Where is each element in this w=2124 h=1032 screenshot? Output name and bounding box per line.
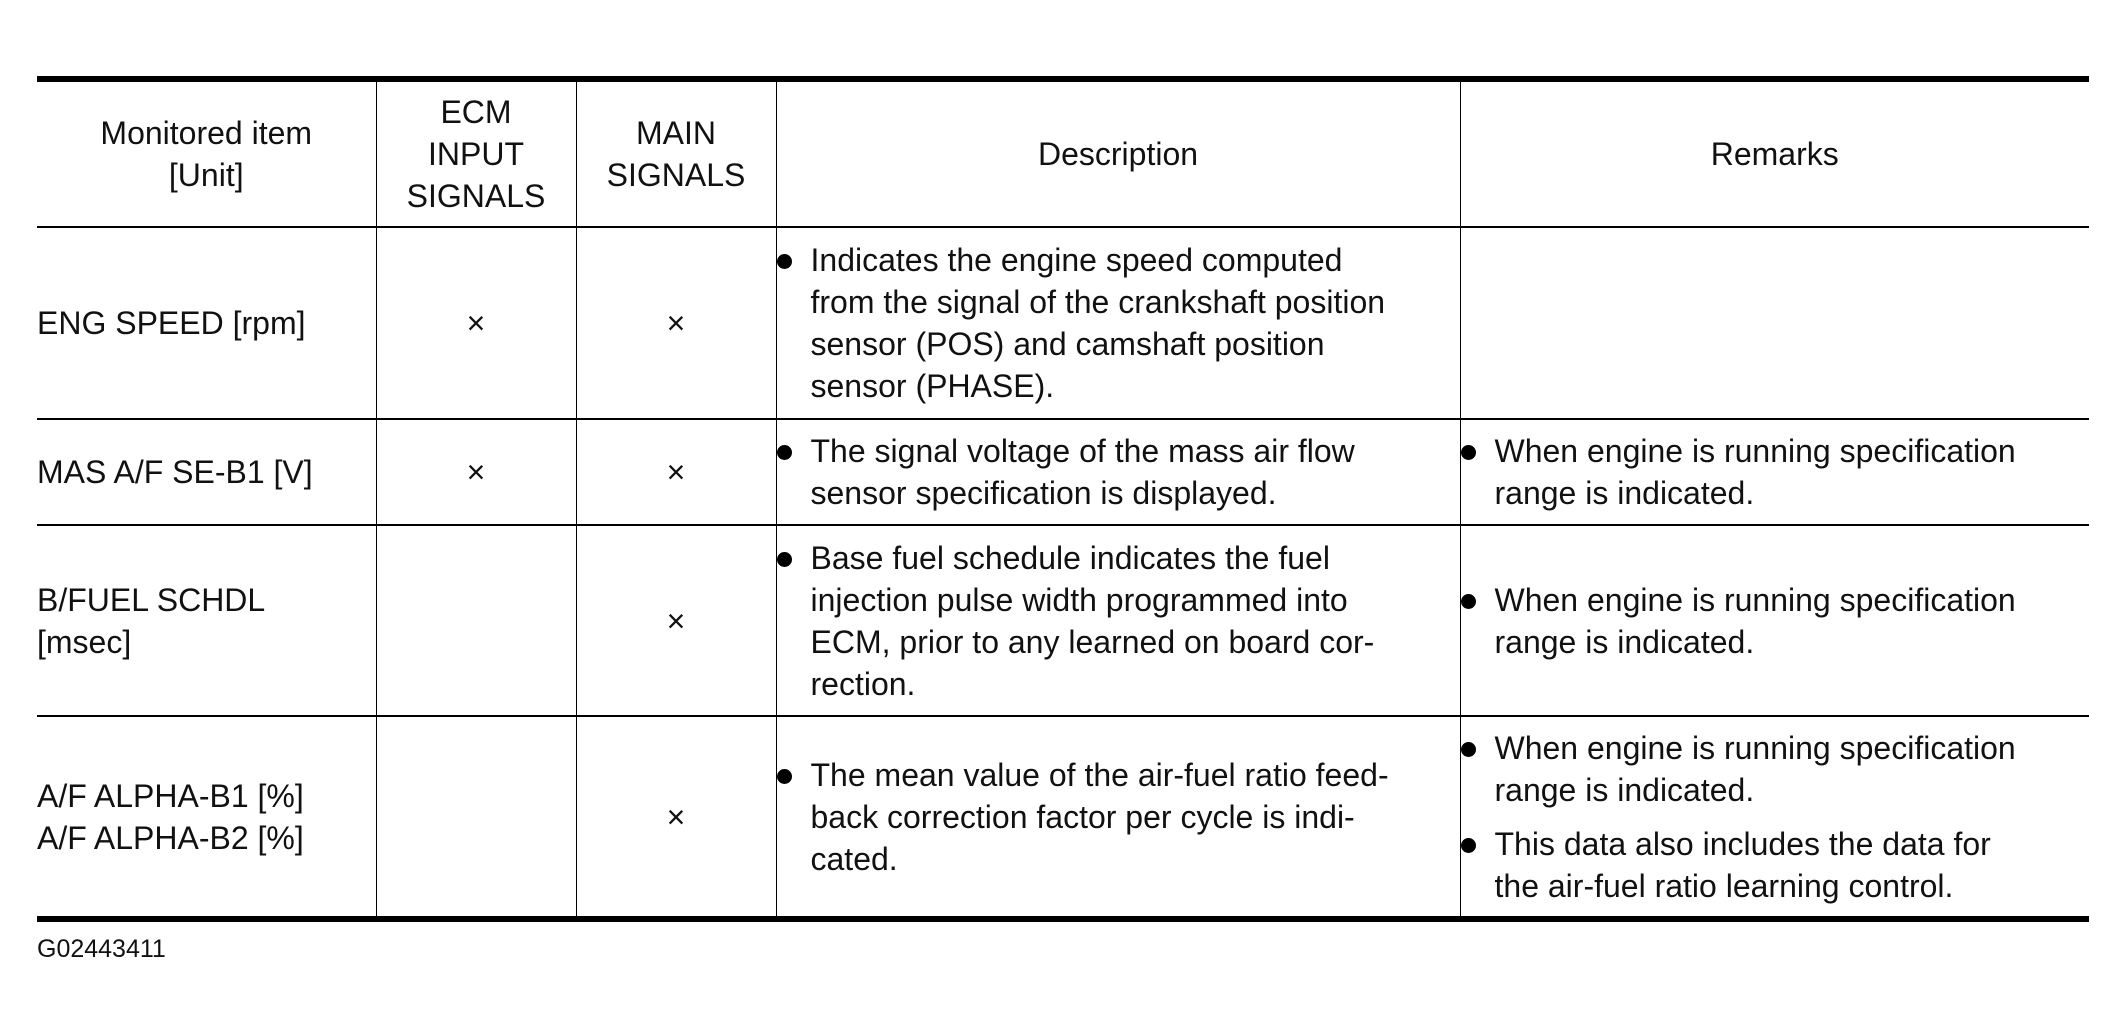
text-line: The mean value of the air-fuel ratio feed- (810, 756, 1389, 793)
description-cell (776, 227, 1460, 419)
bullet-text (1495, 430, 2090, 514)
text-line: the air-fuel ratio learning control. (1494, 867, 1954, 904)
bullet-icon (1461, 742, 1476, 757)
monitored-item-cell (37, 419, 376, 525)
header-remarks: Remarks (1460, 79, 2089, 227)
bullet-text (1495, 823, 2090, 907)
text-line: ECM, prior to any learned on board cor- (810, 623, 1375, 660)
monitored-item-name: A/F ALPHA-B2 [%] (37, 819, 304, 856)
ecm-input-signal-mark (376, 716, 576, 919)
bullet-text (1495, 579, 2090, 663)
bullet-text (811, 430, 1460, 514)
monitored-item-cell (37, 227, 376, 419)
document (37, 76, 2089, 922)
table-row (37, 227, 2089, 419)
bullet-icon (777, 769, 792, 784)
bullet-list (1461, 579, 2090, 663)
remarks-cell (1460, 419, 2089, 525)
bullet-item (777, 430, 1460, 514)
monitored-item-name: B/FUEL SCHDL (37, 581, 266, 618)
ecm-input-signal-mark: × (376, 227, 576, 419)
text-line: When engine is running specification (1494, 729, 2016, 766)
ecm-input-signal-mark (376, 525, 576, 716)
header-ecm-input-signals (376, 79, 576, 227)
table-header-row (37, 79, 2089, 227)
monitored-items-table (37, 76, 2089, 922)
table-row (37, 419, 2089, 525)
text-line: This data also includes the data for (1494, 825, 1991, 862)
bullet-list (1461, 727, 2090, 907)
text-line: Base fuel schedule indicates the fuel (810, 539, 1330, 576)
text-line: range is indicated. (1494, 623, 1755, 660)
figure-id: G02443411 (37, 935, 166, 963)
header-line: Monitored item (100, 115, 313, 151)
header-monitored-item (37, 79, 376, 227)
text-line: sensor (POS) and camshaft position (810, 326, 1325, 362)
table-row (37, 716, 2089, 919)
description-cell (776, 525, 1460, 716)
bullet-text (1495, 727, 2090, 811)
monitored-item-name: ENG SPEED [rpm] (37, 305, 306, 341)
text-line: The signal voltage of the mass air flow (810, 433, 1355, 469)
main-signal-mark: × (576, 419, 776, 525)
text-line: range is indicated. (1494, 771, 1755, 808)
remarks-cell (1460, 525, 2089, 716)
text-line: rection. (810, 665, 916, 702)
header-line: MAIN (636, 115, 716, 151)
monitored-item-name: A/F ALPHA-B1 [%] (37, 777, 304, 814)
text-line: sensor specification is displayed. (810, 475, 1277, 511)
table-row (37, 525, 2089, 716)
bullet-list (1461, 430, 2090, 514)
remarks-cell (1460, 716, 2089, 919)
text-line: When engine is running specification (1494, 433, 2016, 469)
text-line: Indicates the engine speed computed (810, 242, 1343, 278)
text-line: from the signal of the crankshaft position (810, 284, 1386, 320)
text-line: injection pulse width programmed into (810, 581, 1348, 618)
monitored-item-cell (37, 525, 376, 716)
monitored-item-cell (37, 716, 376, 919)
remarks-cell (1460, 227, 2089, 419)
bullet-icon (1461, 594, 1476, 609)
bullet-list (777, 754, 1460, 880)
bullet-text (811, 754, 1460, 880)
table-body (37, 227, 2089, 919)
bullet-item (1461, 430, 2090, 514)
header-line: INPUT (428, 136, 524, 172)
text-line: back correction factor per cycle is indi- (810, 798, 1355, 835)
header-line: SIGNALS (406, 178, 546, 214)
header-line: SIGNALS (606, 157, 746, 193)
bullet-item (777, 537, 1460, 705)
bullet-icon (777, 254, 792, 269)
bullet-text (811, 239, 1460, 407)
text-line: When engine is running specification (1494, 581, 2016, 618)
bullet-icon (1461, 838, 1476, 853)
text-line: sensor (PHASE). (810, 368, 1055, 404)
bullet-list (777, 537, 1460, 705)
main-signal-mark: × (576, 227, 776, 419)
monitored-item-name: MAS A/F SE-B1 [V] (37, 454, 313, 490)
bullet-icon (777, 445, 792, 460)
bullet-item (1461, 823, 2090, 907)
bullet-item (1461, 579, 2090, 663)
bullet-list (777, 430, 1460, 514)
bullet-icon (777, 552, 792, 567)
text-line: range is indicated. (1494, 475, 1755, 511)
main-signal-mark: × (576, 716, 776, 919)
monitored-item-name: [msec] (37, 623, 132, 660)
description-cell (776, 716, 1460, 919)
header-main-signals (576, 79, 776, 227)
header-line: ECM (440, 94, 512, 130)
bullet-item (777, 754, 1460, 880)
bullet-text (811, 537, 1460, 705)
header-description: Description (776, 79, 1460, 227)
main-signal-mark: × (576, 525, 776, 716)
bullet-item (1461, 727, 2090, 811)
bullet-item (777, 239, 1460, 407)
header-line: [Unit] (168, 157, 244, 193)
bullet-list (777, 239, 1460, 407)
description-cell (776, 419, 1460, 525)
text-line: cated. (810, 840, 898, 877)
bullet-icon (1461, 445, 1476, 460)
ecm-input-signal-mark: × (376, 419, 576, 525)
